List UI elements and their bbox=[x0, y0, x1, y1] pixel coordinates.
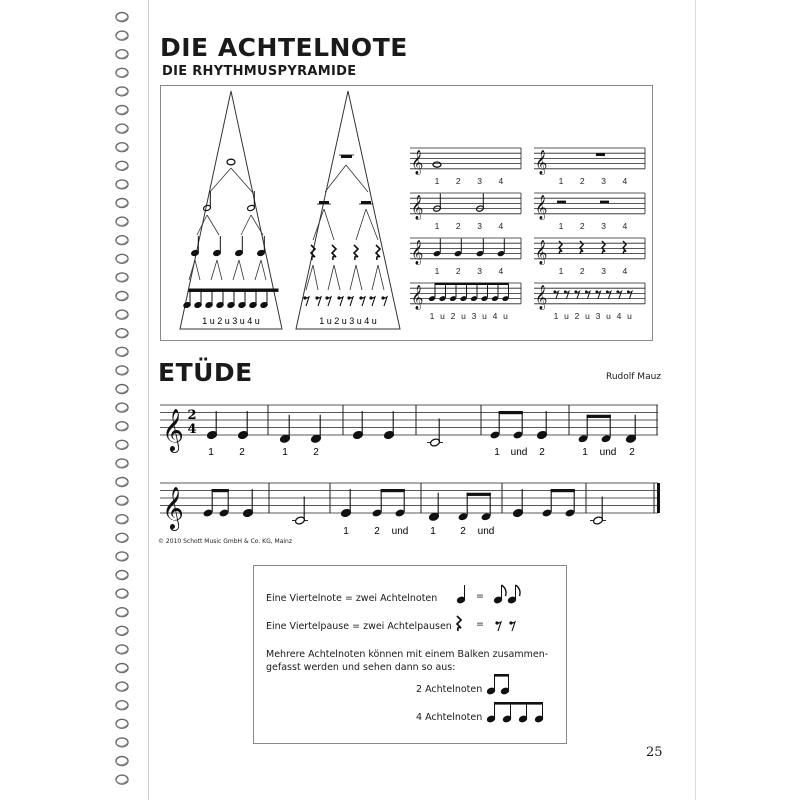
spiral-ring-icon bbox=[116, 478, 128, 487]
spiral-ring-icon bbox=[116, 385, 128, 394]
rhythm-count-label: 4 bbox=[622, 176, 628, 186]
rhythm-count-label: 4 bbox=[498, 221, 504, 231]
info-line-beams-2: gefasst werden und sehen dann so aus: bbox=[266, 662, 456, 673]
whole-rest-icon bbox=[596, 153, 605, 156]
count-label: 1 bbox=[343, 526, 349, 537]
treble-clef-icon: 𝄞 bbox=[535, 240, 548, 264]
rhythm-count-label: u bbox=[585, 311, 590, 321]
rhythm-count-label: u bbox=[440, 311, 445, 321]
rhythm-count-label: 3 bbox=[601, 176, 606, 186]
etude-title: ETÜDE bbox=[158, 358, 253, 387]
equals-sign: = bbox=[476, 591, 484, 602]
whole-note-icon bbox=[227, 159, 235, 165]
label-four-eighths: 4 Achtelnoten bbox=[416, 712, 483, 723]
count-label: und bbox=[391, 526, 409, 537]
rhythm-count-label: 1 bbox=[553, 311, 559, 321]
rhythm-count-label: 4 bbox=[492, 311, 498, 321]
spiral-ring-icon bbox=[116, 645, 128, 654]
spiral-ring-icon bbox=[116, 366, 128, 375]
rhythm-count-label: u bbox=[461, 311, 466, 321]
half-note-icon bbox=[247, 191, 255, 212]
spiral-ring-icon bbox=[116, 701, 128, 710]
half-note-icon bbox=[430, 419, 441, 448]
count-label: 2 bbox=[374, 526, 380, 537]
quarter-rest-icon bbox=[457, 616, 461, 631]
rhythm-count-label: 2 bbox=[450, 311, 456, 321]
spiral-ring-icon bbox=[116, 87, 128, 96]
rhythm-count-label: 2 bbox=[579, 176, 585, 186]
spiral-ring-icon bbox=[116, 143, 128, 152]
eighth-note-icon bbox=[216, 290, 224, 308]
eighth-note-icon bbox=[494, 585, 506, 604]
quarter-note-icon bbox=[513, 489, 524, 518]
quarter-note-icon bbox=[457, 585, 466, 604]
beamed-four-eighths-icon bbox=[487, 702, 544, 723]
info-line-quarter: Eine Viertelnote = zwei Achtelnoten bbox=[266, 593, 438, 604]
count-label: 1 bbox=[430, 526, 436, 537]
rhythm-count-label: 1 bbox=[434, 221, 440, 231]
time-signature-bottom: 4 bbox=[187, 422, 197, 437]
whole-note-icon bbox=[433, 162, 441, 167]
treble-clef-icon: 𝄞 bbox=[411, 240, 424, 264]
half-rest-icon bbox=[319, 201, 329, 204]
quarter-note-icon bbox=[384, 411, 395, 440]
rhythm-count-label: 4 bbox=[622, 221, 628, 231]
count-label: 1 bbox=[582, 447, 588, 458]
eighth-note-icon bbox=[238, 290, 246, 308]
rhythm-count-label: 2 bbox=[579, 221, 585, 231]
quarter-note-icon bbox=[454, 239, 462, 258]
quarter-note-icon bbox=[235, 236, 243, 257]
spiral-ring-icon bbox=[116, 682, 128, 691]
treble-clef-icon: 𝄞 bbox=[411, 285, 424, 309]
count-label: 2 bbox=[239, 447, 245, 458]
treble-clef-icon: 𝄞 bbox=[535, 285, 548, 309]
rhythm-count-label: 3 bbox=[601, 221, 606, 231]
note-pyramid bbox=[180, 91, 282, 329]
eighth-note-icon bbox=[183, 290, 191, 308]
quarter-note-icon bbox=[433, 239, 441, 258]
quarter-rest-icon bbox=[354, 245, 358, 260]
rhythm-count-label: 4 bbox=[498, 266, 504, 276]
beamed-two-eighths-icon bbox=[487, 674, 510, 695]
eighth-note-icon bbox=[205, 290, 213, 308]
spiral-ring-icon bbox=[116, 571, 128, 580]
eighth-note-icon bbox=[260, 290, 268, 308]
treble-clef-icon: 𝄞 bbox=[535, 195, 548, 219]
count-label: 2 bbox=[460, 526, 466, 537]
rhythm-count-label: 2 bbox=[574, 311, 580, 321]
quarter-note-icon bbox=[243, 489, 254, 518]
spiral-ring-icon bbox=[116, 403, 128, 412]
eighth-note-icon bbox=[194, 290, 202, 308]
spiral-ring-icon bbox=[116, 422, 128, 431]
composer-name: Rudolf Mauz bbox=[606, 372, 662, 382]
rhythm-count-label: 4 bbox=[498, 176, 504, 186]
info-line-beams-1: Mehrere Achtelnoten können mit einem Balken zusammen- bbox=[266, 649, 549, 660]
info-line-quarter-rest: Eine Viertelpause = zwei Achtelpausen bbox=[266, 621, 452, 632]
beamed-eighth-notes-icon bbox=[578, 415, 612, 444]
rhythm-count-label: 1 bbox=[558, 176, 564, 186]
rhythm-count-label: u bbox=[627, 311, 632, 321]
spiral-ring-icon bbox=[116, 50, 128, 59]
half-note-icon bbox=[593, 497, 604, 526]
rest-pyramid bbox=[296, 91, 400, 329]
half-rest-icon bbox=[557, 201, 566, 204]
quarter-note-icon bbox=[341, 489, 352, 518]
quarter-note-icon bbox=[626, 415, 637, 444]
spiral-ring-icon bbox=[116, 273, 128, 282]
spiral-ring-icon bbox=[116, 199, 128, 208]
spiral-ring-icon bbox=[116, 13, 128, 22]
rhythm-count-label: 3 bbox=[477, 221, 482, 231]
spiral-ring-icon bbox=[116, 161, 128, 170]
page-subtitle: DIE RHYTHMUSPYRAMIDE bbox=[162, 64, 357, 79]
rhythm-count-label: 3 bbox=[601, 266, 606, 276]
eighth-note-icon bbox=[508, 585, 520, 604]
quarter-note-icon bbox=[213, 236, 221, 257]
count-label: 2 bbox=[313, 447, 319, 458]
rhythm-count-label: 2 bbox=[455, 266, 461, 276]
rhythm-count-label: 1 bbox=[558, 221, 564, 231]
spiral-ring-icon bbox=[116, 626, 128, 635]
etude-score bbox=[150, 395, 670, 545]
half-note-icon bbox=[295, 497, 306, 526]
whole-rest-icon bbox=[341, 155, 352, 158]
rhythm-count-label: 1 bbox=[434, 266, 440, 276]
spiral-ring-icon bbox=[116, 236, 128, 245]
spiral-ring-icon bbox=[116, 738, 128, 747]
spiral-ring-icon bbox=[116, 608, 128, 617]
quarter-note-icon bbox=[353, 411, 364, 440]
quarter-note-icon bbox=[280, 415, 291, 444]
treble-clef-icon: 𝄞 bbox=[162, 408, 184, 451]
quarter-note-icon bbox=[476, 239, 484, 258]
count-label: und bbox=[599, 447, 617, 458]
count-label: und bbox=[477, 526, 495, 537]
rhythm-count-label: u bbox=[482, 311, 487, 321]
rhythm-count-label: 3 bbox=[477, 266, 482, 276]
rhythm-count-label: 1 bbox=[558, 266, 564, 276]
spiral-ring-icon bbox=[116, 719, 128, 728]
quarter-rest-icon bbox=[332, 245, 336, 260]
count-label: 1 bbox=[494, 447, 500, 458]
count-label: 2 bbox=[539, 447, 545, 458]
rhythm-count-label: 3 bbox=[595, 311, 601, 321]
page-title: DIE ACHTELNOTE bbox=[160, 33, 408, 62]
spiral-ring-icon bbox=[116, 180, 128, 189]
page-right-edge bbox=[695, 0, 696, 800]
quarter-note-icon bbox=[497, 239, 505, 258]
half-rest-icon bbox=[600, 201, 609, 204]
treble-clef-icon: 𝄞 bbox=[411, 195, 424, 219]
eighth-note-icon bbox=[227, 290, 235, 308]
rhythm-pyramid-figure bbox=[160, 85, 653, 341]
spiral-ring-icon bbox=[116, 440, 128, 449]
quarter-note-icon bbox=[429, 493, 440, 522]
spiral-ring-icon bbox=[116, 775, 128, 784]
spiral-ring-icon bbox=[116, 552, 128, 561]
count-label: und bbox=[510, 447, 528, 458]
time-signature-top: 2 bbox=[187, 408, 197, 423]
rhythm-staves bbox=[410, 148, 645, 321]
spiral-ring-icon bbox=[116, 589, 128, 598]
half-note-icon bbox=[433, 194, 441, 213]
spiral-ring-icon bbox=[116, 292, 128, 301]
quarter-note-icon bbox=[191, 236, 199, 257]
rhythm-count-label: u bbox=[606, 311, 611, 321]
spiral-ring-icon bbox=[116, 217, 128, 226]
rhythm-count-label: 2 bbox=[455, 176, 461, 186]
quarter-note-icon bbox=[257, 236, 265, 257]
rhythm-count-label: 2 bbox=[455, 221, 461, 231]
beamed-eighth-notes-icon bbox=[458, 493, 492, 522]
spiral-ring-icon bbox=[116, 106, 128, 115]
treble-clef-icon: 𝄞 bbox=[535, 150, 548, 174]
spiral-ring-icon bbox=[116, 347, 128, 356]
eighth-note-icon bbox=[249, 290, 257, 308]
spiral-binding bbox=[0, 0, 150, 800]
half-rest-icon bbox=[361, 201, 371, 204]
spiral-ring-icon bbox=[116, 310, 128, 319]
count-label: 2 bbox=[629, 447, 635, 458]
copyright-notice: © 2010 Schott Music GmbH & Co. KG, Mainz bbox=[158, 538, 293, 545]
spiral-ring-icon bbox=[116, 664, 128, 673]
quarter-note-icon bbox=[207, 411, 218, 440]
page-number: 25 bbox=[646, 745, 663, 760]
equals-sign: = bbox=[476, 619, 484, 630]
spiral-ring-icon bbox=[116, 254, 128, 263]
quarter-note-icon bbox=[238, 411, 249, 440]
rhythm-count-label: 1 bbox=[434, 176, 440, 186]
quarter-rest-icon bbox=[376, 245, 380, 260]
spiral-ring-icon bbox=[116, 533, 128, 542]
rhythm-count-label: u bbox=[564, 311, 569, 321]
spiral-ring-icon bbox=[116, 757, 128, 766]
spiral-ring-icon bbox=[116, 124, 128, 133]
treble-clef-icon: 𝄞 bbox=[411, 150, 424, 174]
spiral-ring-icon bbox=[116, 68, 128, 77]
rhythm-count-label: 4 bbox=[616, 311, 622, 321]
pyramid-count-label: 1 u 2 u 3 u 4 u bbox=[319, 316, 377, 326]
spiral-ring-icon bbox=[116, 496, 128, 505]
rhythm-count-label: 4 bbox=[622, 266, 628, 276]
rhythm-count-label: 1 bbox=[429, 311, 435, 321]
spiral-ring-icon bbox=[116, 459, 128, 468]
rhythm-count-label: 2 bbox=[579, 266, 585, 276]
rhythm-count-label: u bbox=[503, 311, 508, 321]
half-note-icon bbox=[476, 194, 484, 213]
rhythm-count-label: 3 bbox=[471, 311, 477, 321]
count-label: 1 bbox=[282, 447, 288, 458]
count-label: 1 bbox=[208, 447, 214, 458]
info-notation bbox=[253, 565, 567, 744]
spiral-ring-icon bbox=[116, 515, 128, 524]
pyramid-count-label: 1 u 2 u 3 u 4 u bbox=[202, 316, 260, 326]
quarter-note-icon bbox=[537, 411, 548, 440]
quarter-note-icon bbox=[311, 415, 322, 444]
spiral-ring-icon bbox=[116, 31, 128, 40]
treble-clef-icon: 𝄞 bbox=[162, 486, 184, 529]
spiral-ring-icon bbox=[116, 329, 128, 338]
label-two-eighths: 2 Achtelnoten bbox=[416, 684, 483, 695]
rhythm-count-label: 3 bbox=[477, 176, 482, 186]
page-edge bbox=[148, 0, 149, 800]
